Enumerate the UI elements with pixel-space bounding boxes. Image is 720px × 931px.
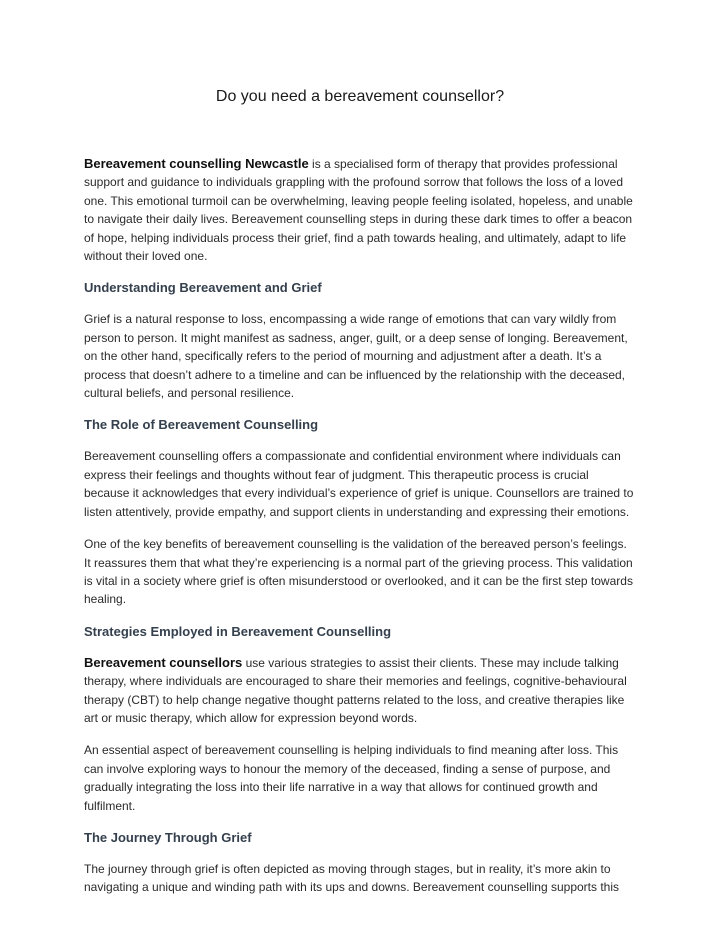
- document-title: Do you need a bereavement counsellor?: [215, 88, 505, 105]
- section-paragraph-strategies-1: [84, 654, 636, 728]
- document-body: [84, 155, 636, 897]
- section-paragraph-role-2: One of the key benefits of bereavement counselling is the validation of the bereaved person’s feelings. It reassures them that what they’re experiencing is a normal part of the grieving process. This validation is vital in a society where grief is often misunderstood or overlooked, and it can be the first step towards healing.: [84, 537, 633, 607]
- section-paragraph-understanding: Grief is a natural response to loss, encompassing a wide range of emotions that can vary wildly from person to person. It might manifest as sadness, anger, guilt, or a deep sense of longing. Bereavement, on the other hand, specifically refers to the period of mourning and adjustment after a death. It’s a process that doesn’t adhere to a timeline and can be influenced by the relationship with the deceased, cultural beliefs, and personal resilience.: [84, 312, 628, 401]
- section-paragraph-journey: The journey through grief is often depicted as moving through stages, but in reality, it’s more akin to navigating a unique and winding path with its ups and downs. Bereavement counselling supports this: [84, 861, 620, 895]
- section-heading-role: The Role of Bereavement Counselling: [84, 417, 319, 433]
- strategies-lead-link[interactable]: Bereavement counsellors: [84, 654, 243, 670]
- intro-lead-link[interactable]: Bereavement counselling Newcastle: [84, 156, 309, 171]
- section-paragraph-role-1: Bereavement counselling offers a compassionate and confidential environment where individuals can express their feelings and thoughts without fear of judgment. This therapeutic process is crucial because it acknowledges that every individual’s experience of grief is unique. Counsellors are trained to listen attentively, provide empathy, and support clients in understanding and expressing their emotions.: [84, 449, 634, 519]
- intro-paragraph: [84, 155, 636, 265]
- section-heading-journey: The Journey Through Grief: [84, 829, 252, 845]
- section-heading-strategies: Strategies Employed in Bereavement Counselling: [84, 623, 392, 639]
- section-heading-understanding: Understanding Bereavement and Grief: [84, 280, 322, 296]
- strategies-text: use various strategies to assist their clients. These may include talking therapy, where individuals are encouraged to share their memories and feelings, cognitive-behavioural therapy (CBT) to help change negative thought patterns related to the loss, and creative therapies like art or music therapy, which allow for expression beyond words.: [84, 655, 627, 725]
- section-paragraph-strategies-2: An essential aspect of bereavement counselling is helping individuals to find meaning after loss. This can involve exploring ways to honour the memory of the deceased, finding a sense of purpose, and gradually integrating the loss into their life narrative in a way that allows for continued growth and fulfilment.: [84, 743, 619, 813]
- intro-text: is a specialised form of therapy that provides professional support and guidance to individuals grappling with the profound sorrow that follows the loss of a loved one. This emotional turmoil can be overwhelming, leaving people feeling isolated, hopeless, and unable to navigate their daily lives. Bereavement counselling steps in during these dark times to offer a beacon of hope, helping individuals process their grief, find a path towards healing, and ultimately, adapt to life without their loved one.: [84, 157, 633, 264]
